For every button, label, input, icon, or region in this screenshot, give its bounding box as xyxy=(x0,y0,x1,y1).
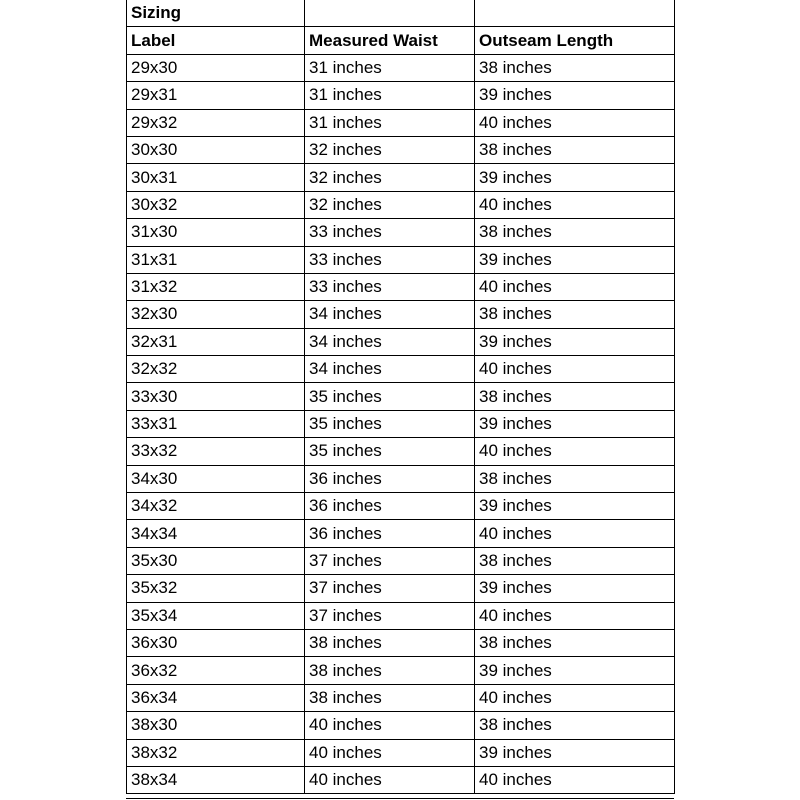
cell-outseam-length[interactable]: 38 inches xyxy=(475,136,675,163)
cell-measured-waist[interactable]: 40 inches xyxy=(305,739,475,766)
cell-label[interactable]: 34x32 xyxy=(127,493,305,520)
cell-measured-waist[interactable]: 37 inches xyxy=(305,575,475,602)
cell-measured-waist[interactable]: 31 inches xyxy=(305,82,475,109)
cell-measured-waist[interactable]: 31 inches xyxy=(305,109,475,136)
cell-outseam-length[interactable]: 40 inches xyxy=(475,191,675,218)
cell-label[interactable]: 38x32 xyxy=(127,739,305,766)
cell-label[interactable]: 36x30 xyxy=(127,629,305,656)
cell-measured-waist[interactable]: 36 inches xyxy=(305,520,475,547)
cell-measured-waist[interactable]: 38 inches xyxy=(305,629,475,656)
table-row xyxy=(127,191,675,218)
cell-outseam-length[interactable]: 40 inches xyxy=(475,602,675,629)
cell-label[interactable]: 29x30 xyxy=(127,54,305,81)
cell-label[interactable]: 30x30 xyxy=(127,136,305,163)
cell-measured-waist[interactable]: 35 inches xyxy=(305,410,475,437)
cell-measured-waist[interactable]: 40 inches xyxy=(305,766,475,793)
cell-measured-waist[interactable]: 37 inches xyxy=(305,602,475,629)
cell-outseam-length[interactable]: 40 inches xyxy=(475,520,675,547)
table-body xyxy=(127,0,675,794)
cell-label[interactable]: 36x32 xyxy=(127,657,305,684)
cell-measured-waist[interactable]: 36 inches xyxy=(305,493,475,520)
cell-outseam-length[interactable]: 40 inches xyxy=(475,766,675,793)
table-row xyxy=(127,520,675,547)
table-row xyxy=(127,438,675,465)
table-row xyxy=(127,328,675,355)
cell-label[interactable]: 34x34 xyxy=(127,520,305,547)
cell-measured-waist[interactable]: 35 inches xyxy=(305,438,475,465)
cell-outseam-length[interactable]: 40 inches xyxy=(475,273,675,300)
table-row xyxy=(127,82,675,109)
cell-label[interactable]: 30x31 xyxy=(127,164,305,191)
cell-outseam-length[interactable]: 38 inches xyxy=(475,465,675,492)
cell-label[interactable]: 29x31 xyxy=(127,82,305,109)
cell-outseam-length[interactable]: 39 inches xyxy=(475,657,675,684)
table-title[interactable]: Sizing xyxy=(127,0,305,27)
header-measured-waist[interactable]: Measured Waist xyxy=(305,27,475,54)
cell-label[interactable]: 32x32 xyxy=(127,356,305,383)
header-outseam-length[interactable]: Outseam Length xyxy=(475,27,675,54)
cell-label[interactable]: 33x31 xyxy=(127,410,305,437)
empty-cell[interactable] xyxy=(305,0,475,27)
table-row xyxy=(127,493,675,520)
cell-measured-waist[interactable]: 32 inches xyxy=(305,136,475,163)
cell-label[interactable]: 35x32 xyxy=(127,575,305,602)
cell-label[interactable]: 33x32 xyxy=(127,438,305,465)
cell-label[interactable]: 32x30 xyxy=(127,301,305,328)
cell-measured-waist[interactable]: 34 inches xyxy=(305,328,475,355)
table-row xyxy=(127,356,675,383)
cell-label[interactable]: 32x31 xyxy=(127,328,305,355)
table-row xyxy=(127,54,675,81)
cell-label[interactable]: 34x30 xyxy=(127,465,305,492)
table-row xyxy=(127,273,675,300)
cell-label[interactable]: 36x34 xyxy=(127,684,305,711)
table-row xyxy=(127,657,675,684)
cell-outseam-length[interactable]: 38 inches xyxy=(475,629,675,656)
cell-measured-waist[interactable]: 33 inches xyxy=(305,246,475,273)
table-row xyxy=(127,164,675,191)
cell-outseam-length[interactable]: 39 inches xyxy=(475,164,675,191)
cell-outseam-length[interactable]: 39 inches xyxy=(475,493,675,520)
empty-cell[interactable] xyxy=(475,0,675,27)
cell-measured-waist[interactable]: 36 inches xyxy=(305,465,475,492)
table-bottom-border xyxy=(126,798,674,799)
table-row xyxy=(127,629,675,656)
sizing-sheet xyxy=(126,0,674,798)
cell-label[interactable]: 29x32 xyxy=(127,109,305,136)
cell-outseam-length[interactable]: 39 inches xyxy=(475,410,675,437)
cell-measured-waist[interactable]: 31 inches xyxy=(305,54,475,81)
table-row xyxy=(127,246,675,273)
cell-outseam-length[interactable]: 39 inches xyxy=(475,575,675,602)
cell-outseam-length[interactable]: 39 inches xyxy=(475,246,675,273)
cell-label[interactable]: 33x30 xyxy=(127,383,305,410)
cell-measured-waist[interactable]: 32 inches xyxy=(305,191,475,218)
cell-label[interactable]: 30x32 xyxy=(127,191,305,218)
cell-measured-waist[interactable]: 40 inches xyxy=(305,712,475,739)
cell-measured-waist[interactable]: 38 inches xyxy=(305,657,475,684)
header-row xyxy=(127,27,675,54)
cell-label[interactable]: 35x30 xyxy=(127,547,305,574)
table-row xyxy=(127,410,675,437)
cell-outseam-length[interactable]: 39 inches xyxy=(475,328,675,355)
table-row xyxy=(127,109,675,136)
cell-measured-waist[interactable]: 37 inches xyxy=(305,547,475,574)
table-row xyxy=(127,465,675,492)
cell-measured-waist[interactable]: 33 inches xyxy=(305,219,475,246)
cell-label[interactable]: 31x31 xyxy=(127,246,305,273)
cell-measured-waist[interactable]: 38 inches xyxy=(305,684,475,711)
cell-measured-waist[interactable]: 35 inches xyxy=(305,383,475,410)
cell-outseam-length[interactable]: 38 inches xyxy=(475,54,675,81)
table-row xyxy=(127,136,675,163)
table-row xyxy=(127,547,675,574)
cell-measured-waist[interactable]: 33 inches xyxy=(305,273,475,300)
cell-outseam-length[interactable]: 40 inches xyxy=(475,684,675,711)
cell-outseam-length[interactable]: 38 inches xyxy=(475,383,675,410)
cell-measured-waist[interactable]: 34 inches xyxy=(305,356,475,383)
table-row xyxy=(127,383,675,410)
cell-label[interactable]: 35x34 xyxy=(127,602,305,629)
title-row xyxy=(127,0,675,27)
table-row xyxy=(127,766,675,793)
cell-label[interactable]: 38x30 xyxy=(127,712,305,739)
cell-label[interactable]: 38x34 xyxy=(127,766,305,793)
table-row xyxy=(127,684,675,711)
cell-outseam-length[interactable]: 40 inches xyxy=(475,109,675,136)
table-row xyxy=(127,301,675,328)
cell-outseam-length[interactable]: 38 inches xyxy=(475,547,675,574)
cell-label[interactable]: 31x32 xyxy=(127,273,305,300)
table-row xyxy=(127,739,675,766)
cell-outseam-length[interactable]: 38 inches xyxy=(475,301,675,328)
cell-measured-waist[interactable]: 34 inches xyxy=(305,301,475,328)
table-row xyxy=(127,575,675,602)
cell-outseam-length[interactable]: 39 inches xyxy=(475,739,675,766)
table-row xyxy=(127,712,675,739)
sizing-table xyxy=(126,0,675,794)
cell-outseam-length[interactable]: 40 inches xyxy=(475,356,675,383)
cell-outseam-length[interactable]: 38 inches xyxy=(475,219,675,246)
cell-outseam-length[interactable]: 39 inches xyxy=(475,82,675,109)
cell-outseam-length[interactable]: 38 inches xyxy=(475,712,675,739)
cell-label[interactable]: 31x30 xyxy=(127,219,305,246)
header-label[interactable]: Label xyxy=(127,27,305,54)
cell-measured-waist[interactable]: 32 inches xyxy=(305,164,475,191)
table-row xyxy=(127,219,675,246)
cell-outseam-length[interactable]: 40 inches xyxy=(475,438,675,465)
table-row xyxy=(127,602,675,629)
